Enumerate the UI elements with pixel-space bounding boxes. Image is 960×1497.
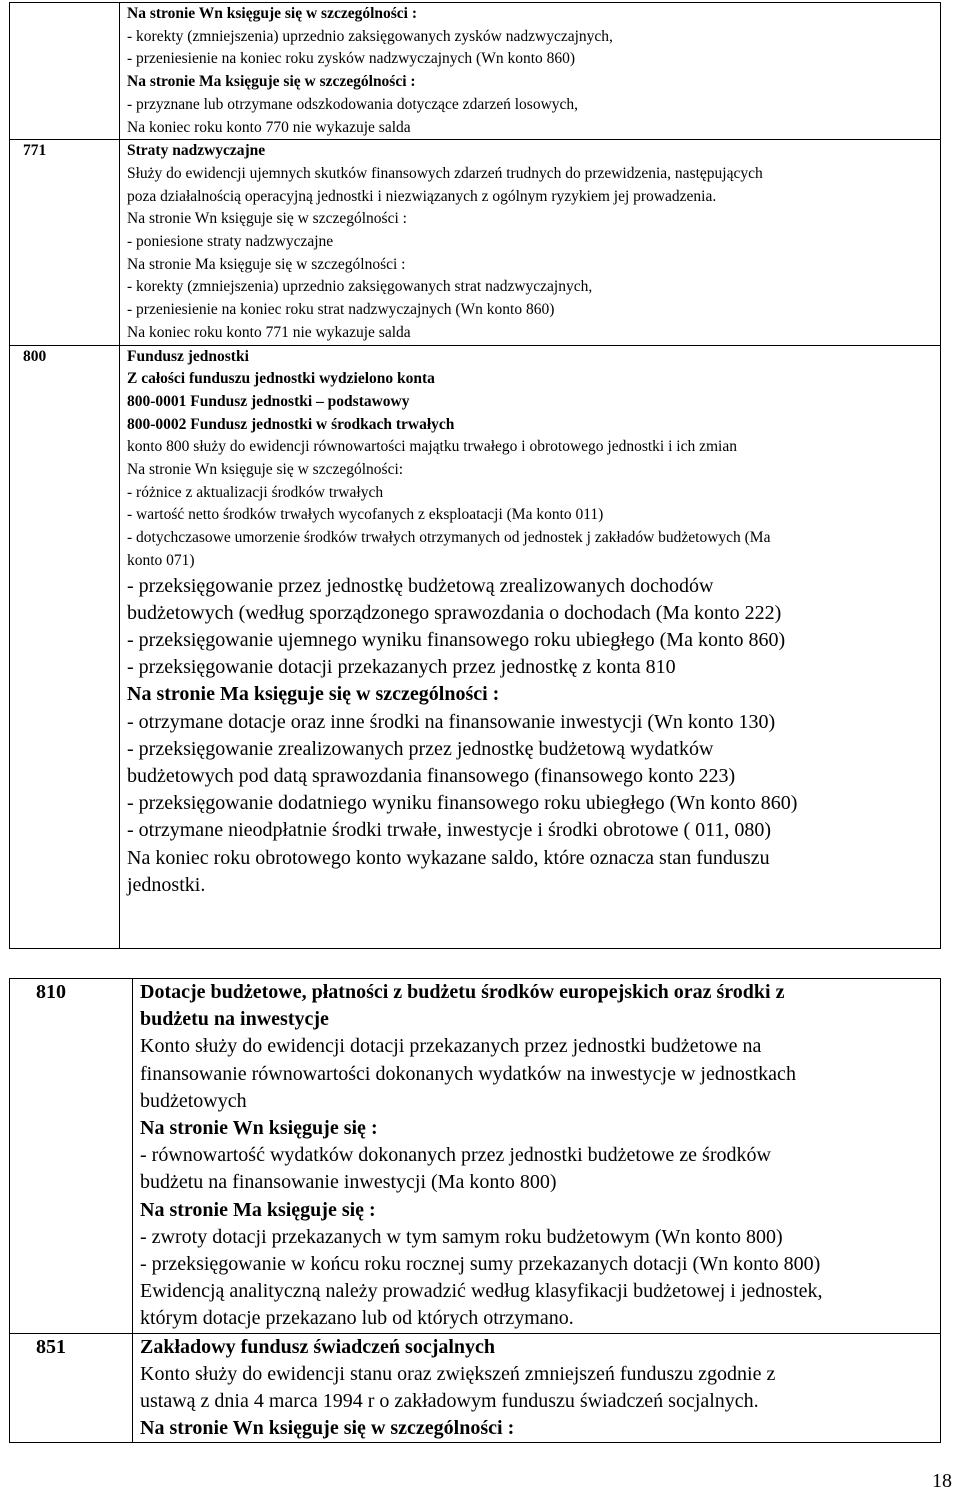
text-line: Na koniec roku obrotowego konto wykazane saldo, które oznacza stan funduszu [127,846,770,869]
text-line: - różnice z aktualizacji środków trwałych [127,483,384,501]
text-line: - równowartość wydatków dokonanych przez jednostki budżetowe ze środków [140,1144,771,1167]
text-line: Ewidencją analityczną należy prowadzić według klasyfikacji budżetowej i jednostek, [140,1280,823,1303]
text-line: - korekty (zmniejszenia) uprzednio zaksięgowanych zysków nadzwyczajnych, [127,27,613,45]
table-row [10,979,941,1334]
account-number: 851 [10,1333,133,1443]
account-title-line: budżetu na inwestycje [140,1008,329,1031]
text-line: budżetu na finansowanie inwestycji (Ma konto 800) [140,1171,557,1194]
text-line: Na stronie Wn księguje się w szczególności : [140,1417,515,1440]
text-line: ustawą z dnia 4 marca 1994 r o zakładowym funduszu świadczeń socjalnych. [140,1390,759,1413]
text-line: - przeksięgowanie przez jednostkę budżetową zrealizowanych dochodów [127,574,714,597]
text-line: - zwroty dotacji przekazanych w tym samym roku budżetowym (Wn konto 800) [140,1225,783,1248]
account-title-line: Dotacje budżetowe, płatności z budżetu środków europejskich oraz środki z [140,981,785,1003]
text-line: - przeksięgowanie w końcu roku rocznej sumy przekazanych dotacji (Wn konto 800) [140,1253,821,1276]
text-line: Na stronie Ma księguje się w szczególności : [127,683,500,706]
account-title: Straty nadzwyczajne [127,142,266,160]
text-line: Na stronie Wn księguje się w szczególności : [127,210,407,228]
text-line: - otrzymane nieodpłatnie środki trwałe, inwestycje i środki obrotowe ( 011, 080) [127,819,772,842]
accounts-table-bottom [9,978,941,1443]
text-line: Na stronie Wn księguje się : [140,1117,378,1140]
account-content-cell [133,979,941,1334]
table-row [10,1333,941,1443]
text-line: Na stronie Ma księguje się w szczególności : [127,73,416,91]
text-line: Na koniec roku konto 770 nie wykazuje salda [127,118,411,136]
account-description-large [127,573,940,899]
account-number: 810 [10,979,133,1334]
text-line: - przeksięgowanie zrealizowanych przez jednostkę budżetową wydatków [127,737,714,760]
text-line: jednostki. [127,873,206,896]
account-number: 800 [10,345,120,948]
page-number: 18 [932,1470,952,1492]
text-line: - przeksięgowanie dodatniego wyniku finansowego roku ubiegłego (Wn konto 860) [127,792,798,815]
text-line: Na stronie Ma księguje się : [140,1198,376,1221]
text-line: 800-0001 Fundusz jednostki – podstawowy [127,392,410,410]
account-description [127,368,940,572]
text-line: Służy do ewidencji ujemnych skutków finansowych zdarzeń trudnych do przewidzenia, następujących [127,164,763,182]
account-description [140,1361,940,1443]
text-line: - otrzymane dotacje oraz inne środki na finansowanie inwestycji (Wn konto 130) [127,710,776,733]
text-line: Na koniec roku konto 771 nie wykazuje salda [127,323,411,341]
text-line: poza działalnością operacyjną jednostki i niezwiązanych z ogólnym ryzykiem jej prowadzenia. [127,187,717,205]
table-row [10,140,941,345]
text-line: budżetowych [140,1089,247,1112]
account-content-cell [120,345,941,948]
account-content-cell [133,1333,941,1443]
accounts-table-top [9,2,941,949]
text-line: konto 800 służy do ewidencji równowartości majątku trwałego i obrotowego jednostki i ich zmian [127,438,737,456]
text-line: - przyznane lub otrzymane odszkodowania dotyczące zdarzeń losowych, [127,95,579,113]
account-title [140,979,940,1033]
account-number: 771 [10,140,120,345]
text-line: - przeksięgowanie dotacji przekazanych przez jednostkę z konta 810 [127,656,676,679]
text-line: - poniesione straty nadzwyczajne [127,233,334,251]
account-description [140,1033,940,1332]
text-line: - przeniesienie na koniec roku strat nadzwyczajnych (Wn konto 860) [127,301,555,319]
table-row [10,3,941,140]
text-line: konto 071) [127,551,195,569]
text-line: - korekty (zmniejszenia) uprzednio zaksięgowanych strat nadzwyczajnych, [127,278,593,296]
text-line: Na stronie Ma księguje się w szczególności : [127,255,406,273]
account-number-cell [10,3,120,140]
account-description [127,163,940,345]
text-line: którym dotacje przekazano lub od których otrzymano. [140,1307,574,1330]
text-line: - dotychczasowe umorzenie środków trwałych otrzymanych od jednostek j zakładów budżetowych (Ma [127,529,771,547]
account-content-cell [120,3,941,140]
account-title [140,1334,940,1361]
table-row [10,345,941,948]
text-line: Z całości funduszu jednostki wydzielono konta [127,370,435,388]
text-line: finansowanie równowartości dokonanych wydatków na inwestycje w jednostkach [140,1062,796,1085]
text-line: - przeniesienie na koniec roku zysków nadzwyczajnych (Wn konto 860) [127,50,576,68]
text-line: 800-0002 Fundusz jednostki w środkach trwałych [127,415,455,433]
account-title: Fundusz jednostki [127,347,249,365]
text-line: Konto służy do ewidencji stanu oraz zwiększeń zmniejszeń funduszu zgodnie z [140,1362,776,1385]
text-line: budżetowych (według sporządzonego sprawozdania o dochodach (Ma konto 222) [127,601,782,624]
text-line: Na stronie Wn księguje się w szczególności : [127,5,418,22]
text-line: - przeksięgowanie ujemnego wyniku finansowego roku ubiegłego (Ma konto 860) [127,628,786,651]
text-line: Konto służy do ewidencji dotacji przekazanych przez jednostki budżetowe na [140,1035,762,1058]
text-line: - wartość netto środków trwałych wycofanych z eksploatacji (Ma konto 011) [127,506,604,524]
account-content-cell [120,140,941,345]
text-line: budżetowych pod datą sprawozdania finansowego (finansowego konto 223) [127,765,736,787]
account-title-line: Zakładowy fundusz świadczeń socjalnych [140,1335,496,1358]
text-line: Na stronie Wn księguje się w szczególności: [127,461,404,479]
